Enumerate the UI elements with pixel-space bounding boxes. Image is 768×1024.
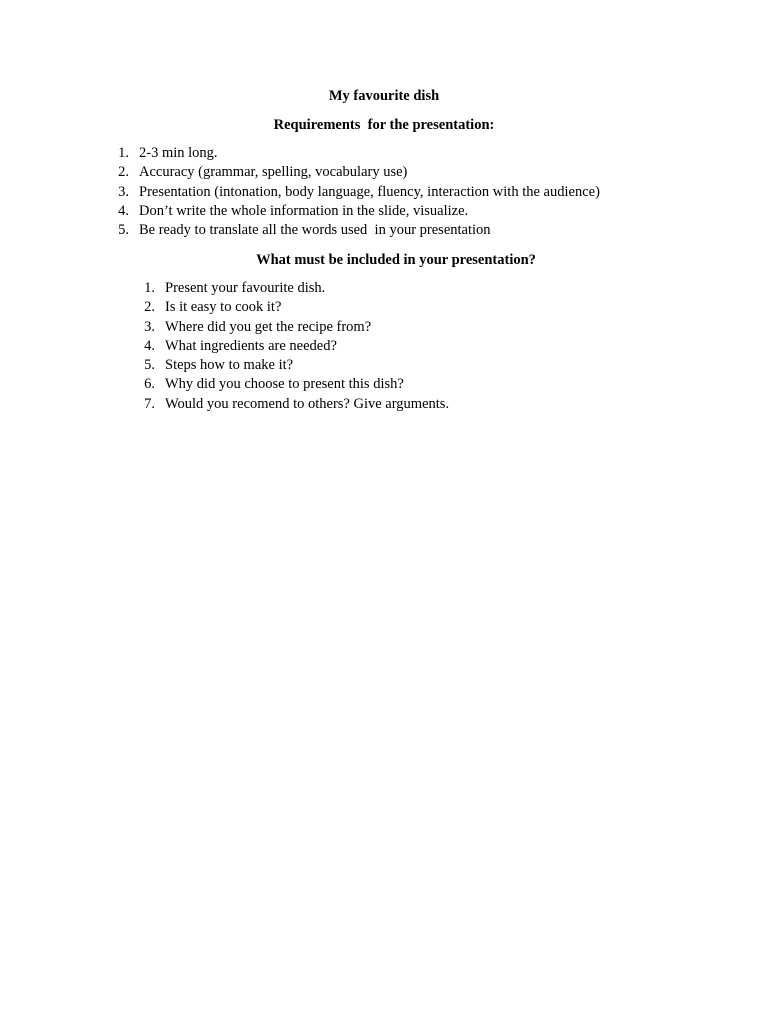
list-text: Steps how to make it? <box>165 357 294 374</box>
list-number: 4. <box>118 202 129 219</box>
list-text: Don’t write the whole information in the slide, visualize. <box>139 202 469 219</box>
list-text: Why did you choose to present this dish? <box>165 376 404 393</box>
list-text: Would you recomend to others? Give arguments. <box>165 395 450 412</box>
list-number: 5. <box>118 222 129 239</box>
list-text: Be ready to translate all the words used in your presentation <box>139 222 491 239</box>
requirements-heading: Requirements for the presentation: <box>273 117 495 133</box>
list-number: 3. <box>118 183 129 200</box>
included-heading: What must be included in your presentation? <box>256 252 536 268</box>
list-text: Presentation (intonation, body language, fluency, interaction with the audience) <box>139 183 600 200</box>
document-title: My favourite dish <box>328 88 440 104</box>
list-text: Accuracy (grammar, spelling, vocabulary use) <box>139 164 408 181</box>
list-number: 3. <box>144 318 155 335</box>
list-number: 6. <box>144 376 155 393</box>
list-number: 5. <box>144 357 155 374</box>
list-number: 4. <box>144 337 155 354</box>
list-number: 7. <box>144 395 155 412</box>
list-number: 2. <box>118 164 129 181</box>
list-text: Present your favourite dish. <box>165 280 326 296</box>
list-text: Is it easy to cook it? <box>165 299 282 316</box>
list-number: 1. <box>118 145 129 161</box>
list-text: What ingredients are needed? <box>165 337 337 354</box>
list-text: Where did you get the recipe from? <box>165 318 372 335</box>
list-text: 2-3 min long. <box>139 145 218 161</box>
list-number: 2. <box>144 299 155 316</box>
list-number: 1. <box>144 280 155 296</box>
